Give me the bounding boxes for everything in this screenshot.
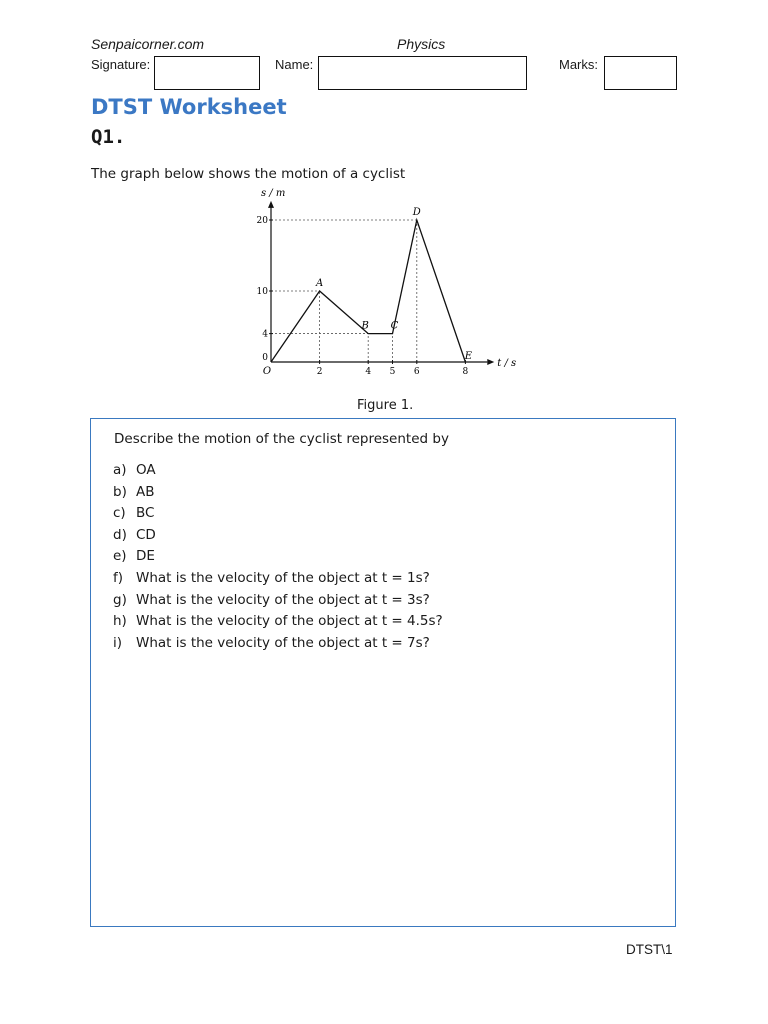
item-text: CD: [136, 526, 156, 543]
question-prompt: Describe the motion of the cyclist represented by: [114, 431, 449, 447]
y-tick-label: 0: [262, 353, 268, 363]
question-item: [113, 611, 443, 633]
point-label: A: [315, 278, 324, 289]
x-tick-label: 6: [413, 367, 420, 377]
item-text: What is the velocity of the object at t = 3s?: [136, 591, 430, 608]
item-text: What is the velocity of the object at t = 7s?: [136, 634, 430, 651]
subject-title: Physics: [397, 36, 446, 52]
question-list: [113, 460, 443, 654]
y-axis-arrow: [268, 201, 274, 208]
marks-label: Marks:: [559, 57, 598, 72]
x-tick-label: 5: [389, 367, 396, 377]
item-marker: b): [113, 483, 127, 500]
point-label: O: [262, 366, 272, 377]
name-label: Name:: [275, 57, 314, 72]
worksheet-title: DTST Worksheet: [91, 95, 287, 119]
question-item: [113, 525, 443, 547]
x-tick-label: 2: [316, 367, 323, 377]
x-tick-label: 4: [365, 367, 372, 377]
y-tick-label: 4: [262, 329, 268, 340]
signature-label: Signature:: [91, 57, 151, 72]
intro-text: The graph below shows the motion of a cyclist: [91, 166, 406, 182]
x-tick-label: 8: [462, 367, 469, 377]
item-text: BC: [136, 505, 155, 522]
y-tick-label: 10: [256, 287, 268, 297]
x-axis-arrow: [487, 359, 494, 365]
point-label: D: [412, 207, 421, 218]
y-tick-label: 20: [256, 216, 268, 226]
item-text: AB: [136, 483, 155, 500]
item-text: What is the velocity of the object at t = 4.5s?: [136, 613, 443, 630]
item-marker: e): [113, 548, 127, 565]
item-text: What is the velocity of the object at t = 1s?: [136, 569, 430, 586]
item-marker: f): [113, 569, 124, 586]
item-marker: g): [113, 591, 127, 608]
question-item: [113, 482, 443, 504]
item-marker: h): [113, 613, 127, 630]
item-marker: d): [113, 526, 127, 543]
item-marker: a): [113, 462, 127, 478]
marks-field[interactable]: [604, 56, 677, 90]
name-field[interactable]: [318, 56, 527, 90]
question-item: [113, 590, 443, 612]
question-item: [113, 568, 443, 590]
item-text: DE: [136, 548, 155, 565]
item-marker: c): [113, 505, 126, 522]
question-item: [113, 633, 443, 655]
page-footer: DTST\1: [626, 942, 673, 957]
x-axis-label: t / s: [497, 358, 517, 369]
displacement-time-graph: [250, 187, 517, 384]
point-label: E: [464, 351, 473, 362]
point-label: C: [390, 320, 399, 332]
question-item: [113, 503, 443, 525]
item-text: OA: [136, 462, 156, 478]
signature-field[interactable]: [154, 56, 260, 90]
figure-caption: Figure 1.: [357, 398, 414, 413]
y-axis-label: s / m: [261, 187, 286, 199]
item-marker: i): [113, 634, 123, 651]
question-box: [90, 418, 676, 927]
question-item: [113, 546, 443, 568]
site-name: Senpaicorner.com: [91, 36, 205, 52]
point-label: B: [361, 320, 369, 332]
question-number: Q1.: [91, 126, 126, 148]
question-item: [113, 460, 443, 482]
